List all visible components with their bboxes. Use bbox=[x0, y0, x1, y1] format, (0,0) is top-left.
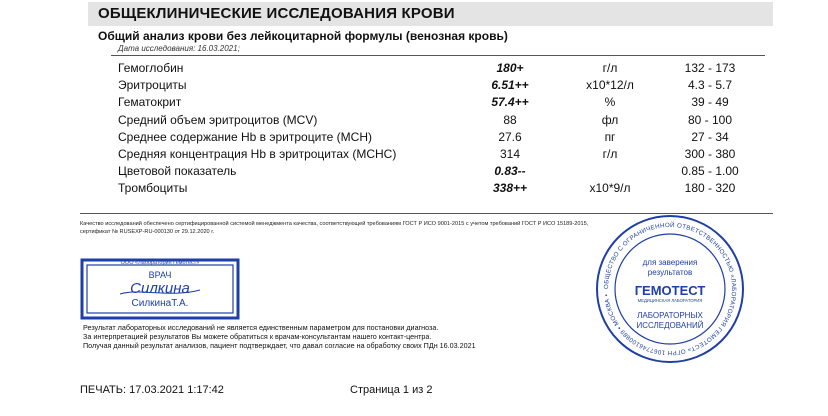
result-row bbox=[0, 147, 828, 164]
section-title: ОБЩЕКЛИНИЧЕСКИЕ ИССЛЕДОВАНИЯ КРОВИ bbox=[98, 5, 455, 22]
result-reference: 80 - 100 bbox=[687, 112, 733, 127]
result-row bbox=[0, 78, 828, 95]
stamp-org: ООО «Лаборатория Гемотест» bbox=[120, 260, 200, 266]
result-reference: 4.3 - 5.7 bbox=[687, 78, 733, 93]
result-name: Тромбоциты bbox=[118, 181, 188, 196]
page-number: Страница 1 из 2 bbox=[350, 384, 433, 396]
result-value: 338++ bbox=[492, 181, 528, 196]
result-row bbox=[0, 181, 828, 198]
result-unit: x10*12/л bbox=[586, 78, 634, 93]
result-name: Средний объем эритроцитов (MCV) bbox=[118, 112, 318, 127]
result-unit: г/л bbox=[602, 61, 618, 75]
result-name: Гемоглобин bbox=[118, 61, 184, 75]
result-row bbox=[0, 164, 828, 181]
quality-note: Качество исследований обеспечено сертифицированной системой менеджмента качества, соответствующей требованиям ГОСТ Р ИСО 9001-2015 с учетом требований ГОСТ Р ИСО 15189-2015, сертификат № RUSEXP-RU-000130 от 29.12.2020 г. bbox=[80, 221, 589, 235]
stamp-line2: результатов bbox=[647, 268, 693, 277]
result-value: 0.83-- bbox=[494, 164, 526, 179]
result-name: Среднее содержание Hb в эритроците (MCH) bbox=[118, 129, 372, 144]
test-date: Дата исследования: 16.03.2021; bbox=[118, 44, 240, 53]
disclaimer-line: Результат лабораторных исследований не является единственным параметром для постановки диагноза. bbox=[83, 323, 439, 332]
result-reference: 180 - 320 bbox=[684, 181, 736, 196]
disclaimer-line: Получая данный результат анализов, пациент подтверждает, что давал согласие на обработку своих ПДн 16.03.2021 bbox=[83, 341, 476, 350]
disclaimer-line: За интерпретацией результатов Вы можете обратиться к врачам-консультантам нашего контакт-центра. bbox=[83, 332, 432, 341]
result-reference: 132 - 173 bbox=[684, 61, 736, 75]
result-row bbox=[0, 130, 828, 147]
lab-stamp bbox=[594, 213, 746, 365]
result-row bbox=[0, 113, 828, 130]
result-name: Эритроциты bbox=[118, 78, 187, 93]
result-value: 6.51++ bbox=[491, 78, 529, 93]
result-row bbox=[0, 61, 828, 78]
result-value: 57.4++ bbox=[491, 95, 529, 110]
result-unit: x10*9/л bbox=[589, 181, 631, 196]
result-unit: г/л bbox=[602, 147, 618, 161]
stamp-doctor-name: СилкинаТ.А. bbox=[131, 298, 189, 309]
result-reference: 300 - 380 bbox=[684, 147, 736, 161]
stamp-line4: ИССЛЕДОВАНИЙ bbox=[636, 321, 704, 330]
result-value: 314 bbox=[499, 147, 521, 161]
result-value: 88 bbox=[503, 112, 517, 127]
result-unit: % bbox=[604, 95, 616, 110]
result-reference: 27 - 34 bbox=[691, 129, 729, 144]
result-name: Гематокрит bbox=[118, 95, 182, 110]
stamp-line1: для заверения bbox=[642, 258, 698, 267]
print-timestamp: ПЕЧАТЬ: 17.03.2021 1:17:42 bbox=[80, 384, 224, 396]
result-row bbox=[0, 95, 828, 112]
result-unit: фл bbox=[601, 112, 619, 127]
result-name: Цветовой показатель bbox=[118, 164, 237, 179]
result-value: 27.6 bbox=[498, 129, 522, 144]
result-value: 180+ bbox=[496, 61, 524, 75]
doctor-stamp bbox=[80, 258, 240, 320]
stamp-line3: ЛАБОРАТОРНЫХ bbox=[637, 311, 703, 320]
stamp-brand-sub: МЕДИЦИНСКАЯ ЛАБОРАТОРИЯ bbox=[637, 298, 703, 303]
stamp-brand: ГЕМОТЕСТ bbox=[634, 283, 706, 298]
result-unit: пг bbox=[604, 129, 616, 144]
result-name: Средняя концентрация Hb в эритроцитах (MCHC) bbox=[118, 147, 397, 161]
result-reference: 0.85 - 1.00 bbox=[681, 164, 739, 179]
test-title: Общий анализ крови без лейкоцитарной формулы (венозная кровь) bbox=[98, 29, 508, 43]
signature: Силкина bbox=[130, 280, 190, 297]
stamp-ring-text: ОБЩЕСТВО С ОГРАНИЧЕННОЙ ОТВЕТСТВЕННОСТЬЮ «ЛАБОРАТОРИЯ ГЕМОТЕСТ» ОГРН 1067746100889 • МОСКВА • bbox=[602, 221, 738, 357]
disclaimer bbox=[83, 323, 563, 350]
stamp-title: ВРАЧ bbox=[148, 270, 172, 280]
result-reference: 39 - 49 bbox=[691, 95, 729, 110]
divider bbox=[111, 55, 765, 56]
